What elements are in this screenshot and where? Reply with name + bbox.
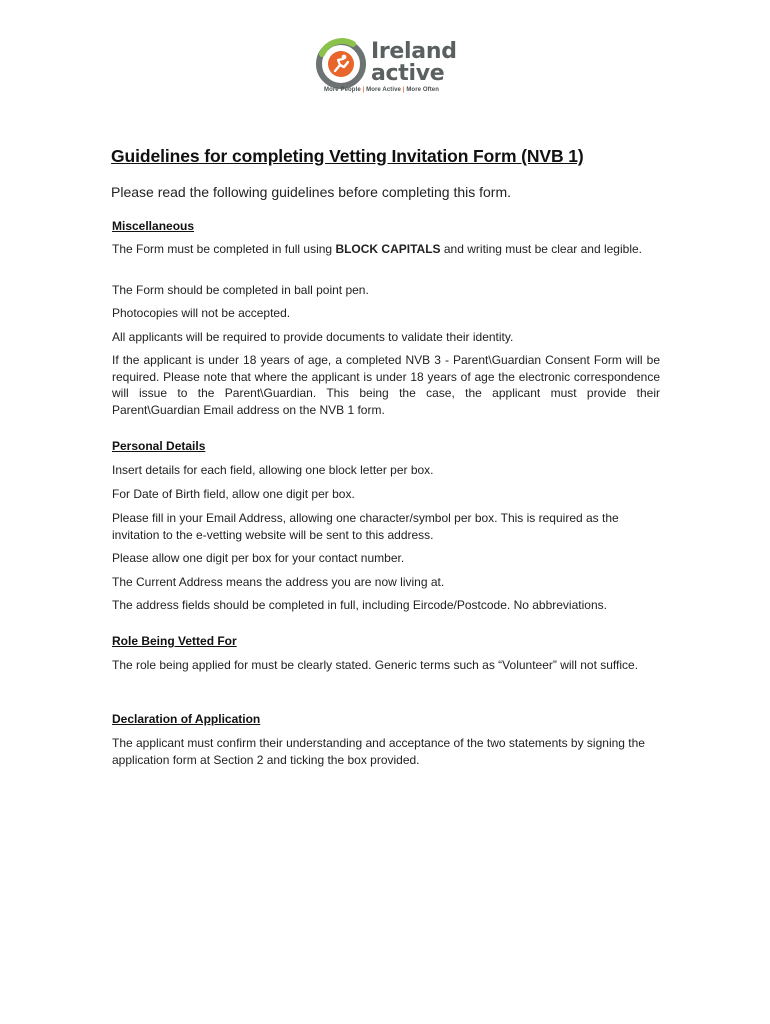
misc-paragraph-ballpoint: The Form should be completed in ball point pen.	[112, 283, 369, 297]
logo-tagline-separator: |	[360, 87, 367, 93]
section-heading-role: Role Being Vetted For	[112, 634, 237, 648]
misc-paragraph-identity: All applicants will be required to provide documents to validate their identity.	[112, 330, 514, 344]
misc-p1-after: and writing must be clear and legible.	[440, 242, 642, 256]
intro-text: Please read the following guidelines before completing this form.	[111, 184, 512, 200]
section-heading-personal-details: Personal Details	[112, 439, 206, 453]
section-heading-declaration: Declaration of Application	[112, 712, 261, 726]
logo-tagline-part3: More Often	[406, 87, 439, 93]
page-title: Guidelines for completing Vetting Invitation Form (NVB 1)	[111, 146, 584, 166]
role-paragraph: The role being applied for must be clearly stated. Generic terms such as “Volunteer” will not suffice.	[112, 658, 639, 672]
personal-paragraph-current-address: The Current Address means the address you are now living at.	[112, 575, 445, 589]
misc-paragraph-under-18: If the applicant is under 18 years of age, a completed NVB 3 - Parent\Guardian Consent Form will be required. Please note that where the applicant is under 18 years of age the electronic correspondence will issue to the Parent\Guardian. This being the case, the applicant must provide their Parent\Guardian Email address on the NVB 1 form.	[112, 353, 660, 417]
logo-tagline-separator: |	[401, 87, 407, 93]
declaration-paragraph: The applicant must confirm their understanding and acceptance of the two statements by signing the application form at Section 2 and ticking the box provided.	[112, 736, 645, 767]
misc-p1-bold: BLOCK CAPITALS	[335, 242, 441, 256]
logo-word-ireland: Ireland	[371, 39, 457, 64]
personal-paragraph-block-letter: Insert details for each field, allowing one block letter per box.	[112, 463, 434, 477]
personal-paragraph-email: Please fill in your Email Address, allowing one character/symbol per box. This is required as the invitation to the e-vetting website will be sent to this address.	[112, 511, 619, 542]
section-heading-miscellaneous: Miscellaneous	[112, 219, 195, 233]
misc-paragraph-photocopies: Photocopies will not be accepted.	[112, 306, 291, 320]
logo-tagline	[324, 87, 439, 93]
misc-paragraph-block-capitals	[112, 241, 660, 258]
logo-tagline-part1: More People	[324, 87, 361, 93]
logo-tagline-part2: More Active	[366, 87, 401, 93]
personal-paragraph-address-fields: The address fields should be completed in full, including Eircode/Postcode. No abbreviations.	[112, 598, 607, 612]
ireland-active-logo	[313, 36, 457, 98]
misc-p1-before: The Form must be completed in full using	[112, 242, 336, 256]
logo-ring-icon	[313, 36, 369, 92]
logo-word-active: active	[371, 61, 445, 86]
personal-paragraph-date-of-birth: For Date of Birth field, allow one digit per box.	[112, 487, 355, 501]
personal-paragraph-contact-number: Please allow one digit per box for your contact number.	[112, 551, 405, 565]
